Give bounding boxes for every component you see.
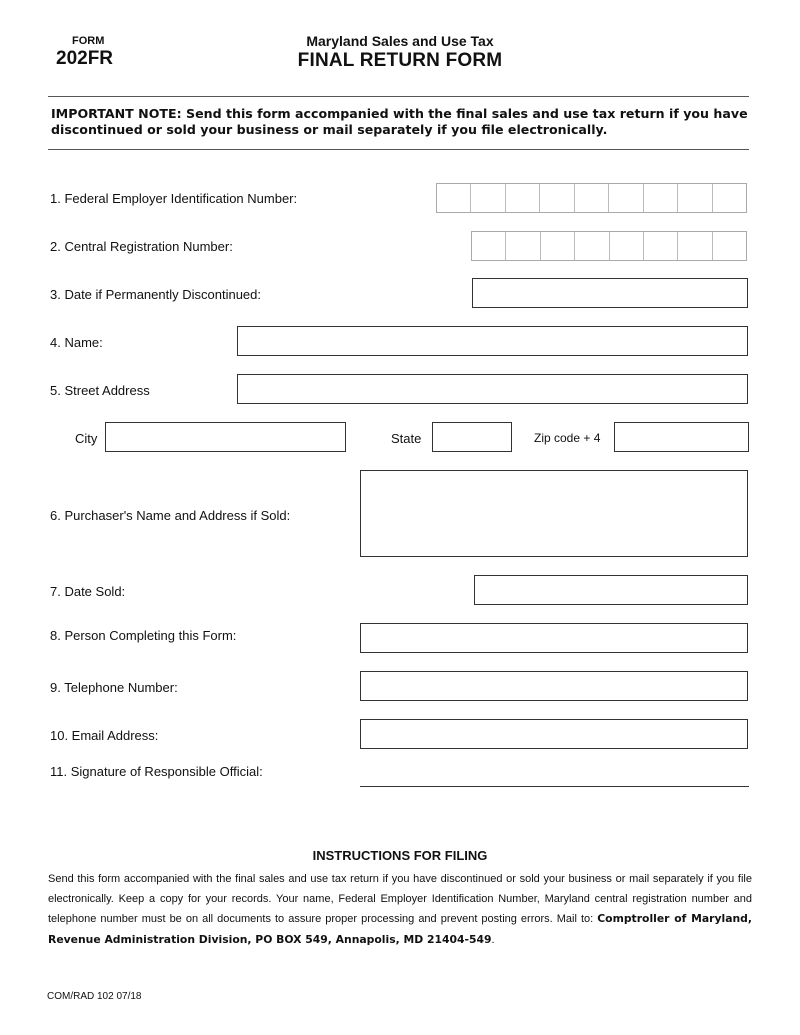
city-label: City [75, 431, 98, 446]
crn-digit-cell[interactable] [678, 232, 712, 260]
fein-digit-cell[interactable] [609, 184, 643, 212]
instructions-body: Send this form accompanied with the final sales and use tax return if you have discontinued or sold your business or mail separately if you file electronically. Keep a copy for your records. Your name, Federal Employer Identification Number, Maryland central registration number and telephone number must be on all documents to assure proper processing and prevent posting errors. Mail to: [48, 873, 752, 925]
fein-label: 1. Federal Employer Identification Number: [50, 191, 298, 206]
email-label: 10. Email Address: [50, 728, 159, 743]
street-address-label: 5. Street Address [50, 383, 150, 398]
signature-label: 11. Signature of Responsible Official: [50, 764, 263, 779]
fein-digit-cell[interactable] [437, 184, 471, 212]
signature-line[interactable] [360, 786, 749, 787]
state-input[interactable] [432, 422, 512, 452]
zip-label: Zip code + 4 [534, 431, 601, 445]
email-input[interactable] [360, 719, 748, 749]
fein-digit-cell[interactable] [644, 184, 678, 212]
telephone-input[interactable] [360, 671, 748, 701]
divider-top [48, 96, 749, 97]
purchaser-label: 6. Purchaser's Name and Address if Sold: [50, 508, 291, 523]
crn-digit-cell[interactable] [575, 232, 609, 260]
crn-digit-cell[interactable] [610, 232, 644, 260]
form-subtitle: FINAL RETURN FORM [297, 50, 503, 71]
crn-label: 2. Central Registration Number: [50, 239, 233, 254]
crn-input[interactable] [471, 231, 747, 261]
form-label: FORM [72, 35, 105, 47]
city-input[interactable] [105, 422, 346, 452]
form-title: Maryland Sales and Use Tax [306, 33, 494, 49]
crn-digit-cell[interactable] [506, 232, 540, 260]
instructions-title: INSTRUCTIONS FOR FILING [312, 848, 488, 863]
purchaser-input[interactable] [360, 470, 748, 557]
date-sold-input[interactable] [474, 575, 748, 605]
form-number: 202FR [56, 48, 114, 69]
zip-input[interactable] [614, 422, 749, 452]
instructions-text [48, 870, 752, 950]
discontinued-date-label: 3. Date if Permanently Discontinued: [50, 287, 261, 302]
divider-bottom [48, 149, 749, 150]
person-completing-input[interactable] [360, 623, 748, 653]
state-label: State [391, 431, 422, 446]
fein-digit-cell[interactable] [506, 184, 540, 212]
mailing-address: Comptroller of Maryland, Revenue Administration Division, PO BOX 549, Annapolis, MD 21404-549 [48, 912, 752, 946]
fein-input[interactable] [436, 183, 747, 213]
fein-digit-cell[interactable] [471, 184, 505, 212]
crn-digit-cell[interactable] [713, 232, 746, 260]
crn-digit-cell[interactable] [644, 232, 678, 260]
name-input[interactable] [237, 326, 748, 356]
crn-digit-cell[interactable] [541, 232, 575, 260]
fein-digit-cell[interactable] [713, 184, 746, 212]
discontinued-date-input[interactable] [472, 278, 748, 308]
name-label: 4. Name: [50, 335, 103, 350]
fein-digit-cell[interactable] [575, 184, 609, 212]
fein-digit-cell[interactable] [540, 184, 574, 212]
street-address-input[interactable] [237, 374, 748, 404]
instructions-end: . [491, 933, 495, 946]
crn-digit-cell[interactable] [472, 232, 506, 260]
person-completing-label: 8. Person Completing this Form: [50, 628, 237, 643]
telephone-label: 9. Telephone Number: [50, 680, 178, 695]
form-code-footer: COM/RAD 102 07/18 [47, 991, 142, 1002]
fein-digit-cell[interactable] [678, 184, 712, 212]
date-sold-label: 7. Date Sold: [50, 584, 126, 599]
important-note: IMPORTANT NOTE: Send this form accompanied with the final sales and use tax return if you have discontinued or sold your business or mail separately if you file electronically. [51, 106, 748, 137]
